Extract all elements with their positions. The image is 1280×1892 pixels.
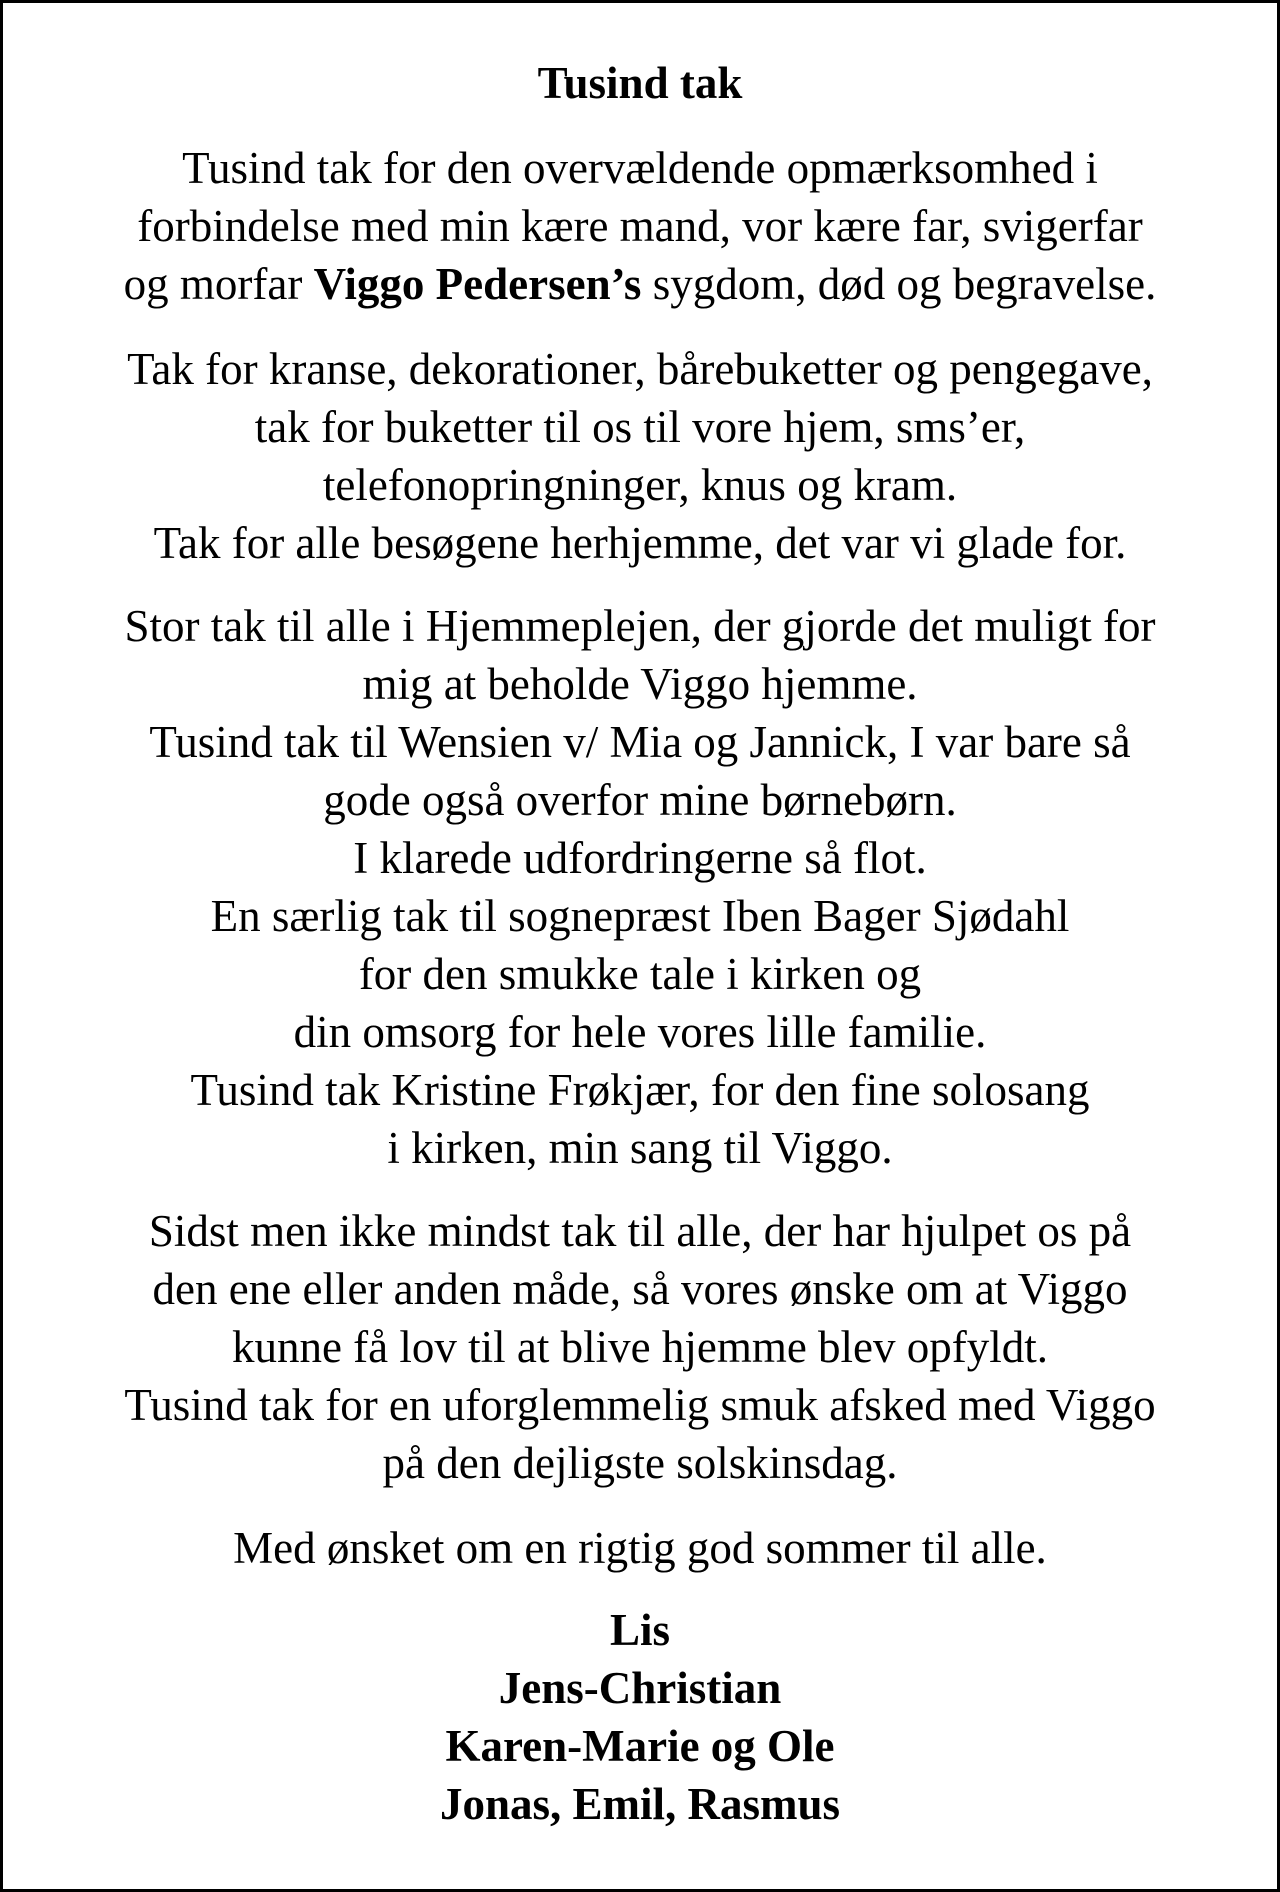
deceased-name: Viggo Pedersen’s [313, 259, 642, 309]
text-line: forbindelse med min kære mand, vor kære far, svigerfar [137, 201, 1143, 251]
signature-name: Jens-Christian [498, 1663, 782, 1713]
summer-wish-paragraph [3, 1519, 1277, 1577]
text-line: Sidst men ikke mindst tak til alle, der har hjulpet os på [148, 1206, 1132, 1256]
text-line: den ene eller anden måde, så vores ønske om at Viggo [152, 1264, 1128, 1314]
text-line: Tusind tak til Wensien v/ Mia og Jannick, I var bare så [149, 717, 1131, 767]
text-line: mig at beholde Viggo hjemme. [362, 659, 918, 709]
text-line: Tusind tak Kristine Frøkjær, for den fine solosang [190, 1065, 1090, 1115]
text-line: Stor tak til alle i Hjemmeplejen, der gjorde det muligt for [124, 601, 1156, 651]
text-line: Tak for alle besøgene herhjemme, det var vi glade for. [153, 518, 1127, 568]
text-line: kunne få lov til at blive hjemme blev opfyldt. [231, 1322, 1049, 1372]
text-fragment: sygdom, død og begravelse. [641, 259, 1157, 309]
text-line: i kirken, min sang til Viggo. [387, 1123, 893, 1173]
closing-thanks-paragraph [3, 1202, 1277, 1492]
signature-name: Lis [609, 1605, 671, 1655]
signature-block [3, 1601, 1277, 1833]
signature-name: Jonas, Emil, Rasmus [439, 1779, 841, 1829]
text-line: gode også overfor mine børnebørn. [323, 775, 957, 825]
text-line: Tak for kranse, dekorationer, bårebuketter og pengegave, [127, 344, 1153, 394]
text-line: Med ønsket om en rigtig god sommer til alle. [233, 1523, 1047, 1573]
text-line: for den smukke tale i kirken og [358, 949, 922, 999]
text-line: din omsorg for hele vores lille familie. [293, 1007, 987, 1057]
text-line: telefonopringninger, knus og kram. [322, 460, 958, 510]
text-line: på den dejligste solskinsdag. [382, 1438, 898, 1488]
text-line: tak for buketter til os til vore hjem, sms’er, [254, 402, 1026, 452]
notice-title: Tusind tak [537, 58, 743, 108]
text-fragment: og morfar [123, 259, 314, 309]
text-line: Tusind tak for en uforglemmelig smuk afsked med Viggo [124, 1380, 1156, 1430]
text-line: En særlig tak til sognepræst Iben Bager Sjødahl [210, 891, 1070, 941]
flowers-paragraph [3, 340, 1277, 572]
text-line [3, 255, 1277, 313]
text-line: Tusind tak for den overvældende opmærksomhed i [182, 143, 1098, 193]
intro-paragraph [3, 139, 1277, 313]
text-line: I klarede udfordringerne så flot. [353, 833, 927, 883]
care-paragraph [3, 597, 1277, 1177]
signature-name: Karen-Marie og Ole [445, 1721, 835, 1771]
